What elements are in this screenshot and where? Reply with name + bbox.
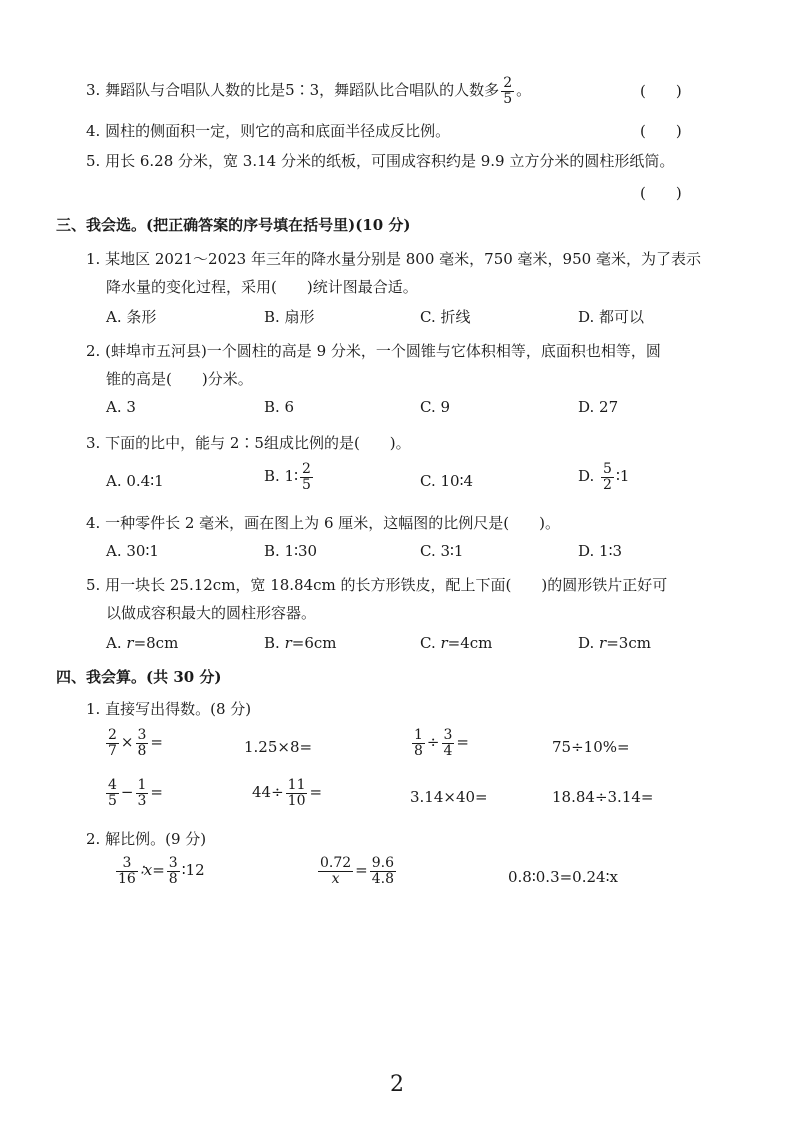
- choice-q4: 4. 一种零件长 2 毫米，画在图上为 6 厘米，这幅图的比例尺是( )。: [86, 514, 560, 532]
- oral-calc-6: 44÷ $\frac{11}{10}$ =: [252, 777, 323, 809]
- option-c[interactable]: C. 3∶1: [420, 542, 464, 560]
- option-b[interactable]: B. r=6cm: [264, 634, 337, 652]
- choice-q1: 1. 某地区 2021～2023 年三年的降水量分别是 800 毫米，750 毫米，950 毫米，为了表示: [86, 250, 701, 268]
- section3-title: 三、我会选。(把正确答案的序号填在括号里)(10 分): [56, 216, 411, 234]
- judge-q5: 5. 用长 6.28 分米，宽 3.14 分米的纸板，可围成容积约是 9.9 立方分米的圆柱形纸筒。: [86, 152, 675, 170]
- option-a[interactable]: A. 30∶1: [106, 542, 159, 560]
- oral-calc-2: 1.25×8=: [244, 738, 313, 756]
- option-a[interactable]: A. 条形: [106, 308, 157, 326]
- oral-calc-8: 18.84÷3.14=: [552, 788, 654, 806]
- option-d[interactable]: D. 都可以: [578, 308, 645, 326]
- oral-calc-5: $\frac{4}{5}$ − $\frac{1}{3}$ =: [108, 777, 163, 809]
- judge-q5-text: 用长 6.28 分米，宽 3.14 分米的纸板，可围成容积约是 9.9 立方分米的圆柱形纸筒。: [105, 152, 675, 170]
- option-b[interactable]: B. 6: [264, 398, 295, 416]
- choice-q1-line2: 降水量的变化过程，采用( )统计图最合适。: [106, 278, 418, 296]
- option-b[interactable]: B. 1∶ $\frac{2}{5}$: [264, 461, 311, 493]
- option-b[interactable]: B. 1∶30: [264, 542, 318, 560]
- option-b[interactable]: B. 扇形: [264, 308, 315, 326]
- oral-calc-1: $\frac{2}{7}$ × $\frac{3}{8}$ =: [108, 727, 163, 759]
- choice-q5-line2: 以做成容积最大的圆柱形容器。: [106, 604, 317, 622]
- judge-q4-text: 圆柱的侧面积一定，则它的高和底面半径成反比例。: [105, 122, 451, 140]
- option-a[interactable]: A. 0.4∶1: [106, 472, 164, 490]
- judge-q3: 3. 舞蹈队与合唱队人数的比是5∶3，舞蹈队比合唱队的人数多 $\frac{2}{5}$ 。: [86, 75, 532, 107]
- calc-q2: 2. 解比例。(9 分): [86, 830, 207, 848]
- option-c[interactable]: C. r=4cm: [420, 634, 493, 652]
- option-d[interactable]: D. $\frac{5}{2}$ ∶1: [578, 461, 630, 493]
- calc-q1: 1. 直接写出得数。(8 分): [86, 700, 252, 718]
- fraction: $\frac{2}{5}$: [503, 75, 513, 107]
- option-a[interactable]: A. r=8cm: [106, 634, 179, 652]
- choice-q2: 2. (蚌埠市五河县)一个圆柱的高是 9 分米，一个圆锥与它体积相等，底面积也相等，圆: [86, 342, 661, 360]
- answer-paren[interactable]: ( ): [640, 82, 682, 100]
- proportion-2: $\frac{0.72}{x}$ = $\frac{9.6}{4.8}$: [320, 855, 395, 887]
- answer-paren[interactable]: ( ): [640, 184, 682, 202]
- option-d[interactable]: D. 1∶3: [578, 542, 623, 560]
- judge-q3-text: 舞蹈队与合唱队人数的比是5∶3，舞蹈队比合唱队的人数多: [105, 81, 500, 100]
- choice-q3: 3. 下面的比中，能与 2∶5组成比例的是( )。: [86, 434, 411, 452]
- option-c[interactable]: C. 9: [420, 398, 451, 416]
- option-d[interactable]: D. 27: [578, 398, 619, 416]
- oral-calc-7: 3.14×40=: [410, 788, 488, 806]
- choice-q5: 5. 用一块长 25.12cm，宽 18.84cm 的长方形铁皮，配上下面( )的圆形铁片正好可: [86, 576, 668, 594]
- judge-q3-number: 3.: [86, 81, 101, 100]
- oral-calc-4: 75÷10%=: [552, 738, 630, 756]
- oral-calc-3: $\frac{1}{8}$ ÷ $\frac{3}{4}$ =: [414, 727, 469, 759]
- option-c[interactable]: C. 折线: [420, 308, 471, 326]
- page-number: 2: [390, 1072, 404, 1097]
- option-d[interactable]: D. r=3cm: [578, 634, 651, 652]
- proportion-3: 0.8∶0.3=0.24∶x: [508, 868, 618, 886]
- proportion-1: $\frac{3}{16}$ ∶x= $\frac{3}{8}$ ∶12: [118, 855, 205, 887]
- option-a[interactable]: A. 3: [106, 398, 136, 416]
- section4-title: 四、我会算。(共 30 分): [56, 668, 222, 686]
- judge-q4: 4. 圆柱的侧面积一定，则它的高和底面半径成反比例。: [86, 122, 451, 140]
- answer-paren[interactable]: ( ): [640, 122, 682, 140]
- option-c[interactable]: C. 10∶4: [420, 472, 474, 490]
- choice-q2-line2: 锥的高是( )分米。: [106, 370, 253, 388]
